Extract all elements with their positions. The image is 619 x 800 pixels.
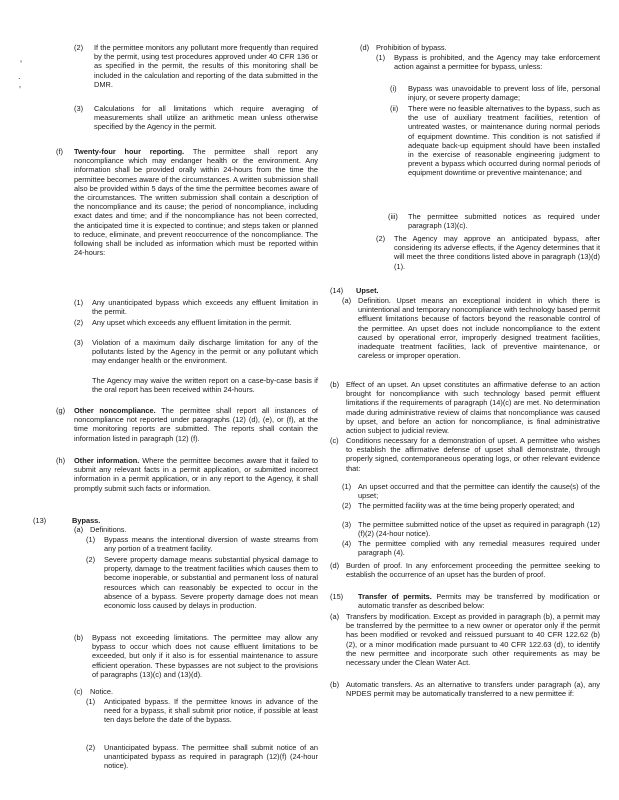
item-number: (3) (74, 104, 84, 113)
section-title: Upset. (356, 286, 379, 295)
unanticipated-bypass-paragraph: Unanticipated bypass. The permittee shall submit notice of an unanticipated bypass as required in paragraph (12)(f) (24-hour notice). (104, 743, 318, 771)
transfer-of-permits-intro (358, 592, 600, 610)
section-title: Bypass. (72, 516, 101, 525)
item-number: (2) (74, 43, 84, 52)
section-text: The permittee shall report all instances of noncompliance not reported under paragraphs (12) (d), (e), or (f), at the time monitoring reports are submitted. The reports shall contain the information listed in paragraph (12) (f). (74, 406, 318, 443)
item-letter: (d) (330, 561, 340, 570)
item-letter: (g) (56, 406, 66, 415)
item-letter: (b) (330, 380, 340, 389)
list-item: An upset occurred and that the permittee can identify the cause(s) of the upset; (358, 482, 600, 501)
subsection-title: Prohibition of bypass. (376, 43, 447, 52)
section-title: Other noncompliance. (74, 406, 156, 415)
item-number: (1) (376, 53, 386, 62)
twenty-four-hour-reporting-paragraph (74, 147, 318, 257)
condition-unavoidable: Bypass was unavoidable to prevent loss of life, personal injury, or severe property damage; (408, 84, 600, 103)
section-number: (15) (330, 592, 344, 601)
averaging-paragraph: Calculations for all limitations which require averaging of measurements shall utilize an arithmetic mean unless otherwise specified by the Agency in the permit. (94, 104, 318, 132)
item-number: (2) (86, 555, 96, 564)
transfers-by-modification: Transfers by modification. Except as provided in paragraph (b), a permit may be transferred by the permittee to a new owner or operator only if the permit has been modified or revoked and reissued pursuant to 40 CFR 122.62 (b) (2), or a minor modification made pursuant to 40 CFR 122.63 (d), to identify the new permittee and incorporate such other requirements as may be necessary under the Clean Water Act. (346, 612, 600, 668)
item-letter: (b) (330, 680, 340, 689)
item-number: (4) (342, 539, 352, 548)
other-information-paragraph (74, 456, 318, 493)
item-letter: (d) (360, 43, 370, 52)
item-number: (1) (86, 535, 96, 544)
section-title: Transfer of permits. (358, 592, 432, 601)
item-letter: (c) (330, 436, 339, 445)
section-number: (13) (33, 516, 47, 525)
item-letter: (f) (56, 147, 63, 156)
item-number: (1) (342, 482, 352, 491)
item-number: (2) (376, 234, 386, 243)
bypass-not-exceeding-paragraph: Bypass not exceeding limitations. The permittee may allow any bypass to occur which does not cause effluent limitations to be exceeded, but only if it also is for essential maintenance to assure efficient operation. These bypasses are not subject to the provisions of paragraphs (13)(c) and (13)(d). (92, 633, 318, 679)
severe-property-damage-definition: Severe property damage means substantial physical damage to property, damage to the treatment facilities which causes them to become inoperable, or substantial and permanent loss of natural resources which can reasonably be expected to occur in the absence of a bypass. Severe property damage does not mean economic loss caused by delays in production. (104, 555, 318, 611)
item-number: (3) (74, 338, 84, 347)
item-number: (ii) (390, 104, 399, 113)
bypass-definition: Bypass means the intentional diversion of waste streams from any portion of a treatment facility. (104, 535, 318, 554)
effect-of-upset: Effect of an upset. An upset constitutes an affirmative defense to an action brought for noncompliance with such technology based permit effluent limitations if the requirements of paragraph (14)(c) are met. No determination made during administrative review of claims that noncompliance was caused by upset, and before an action for noncompliance, is final administrative action subject to judicial review. (346, 380, 600, 436)
condition-notices: The permittee submitted notices as required under paragraph (13)(c). (408, 212, 600, 231)
anticipated-bypass-paragraph: Anticipated bypass. If the permittee knows in advance of the need for a bypass, it shall submit prior notice, if possible at least ten days before the date of the bypass. (104, 697, 318, 725)
item-number: (3) (342, 520, 352, 529)
margin-mark: . (18, 71, 21, 81)
section-title: Other information. (74, 456, 140, 465)
automatic-transfers: Automatic transfers. As an alternative to transfers under paragraph (a), any NPDES permit may be automatically transferred to a new permittee if: (346, 680, 600, 699)
margin-marks (18, 60, 26, 100)
agency-approval-paragraph: The Agency may approve an anticipated bypass, after considering its adverse effects, if the Agency determines that it will meet the three conditions listed above in paragraph (13)(d)(1). (394, 234, 600, 271)
item-letter: (h) (56, 456, 66, 465)
list-item: The permittee submitted notice of the upset as required in paragraph (12)(f)(2) (24-hour notice). (358, 520, 600, 539)
item-number: (2) (86, 743, 96, 752)
list-item: The permitted facility was at the time being properly operated; and (358, 501, 575, 510)
margin-mark: ’ (20, 59, 22, 69)
bypass-prohibited-paragraph: Bypass is prohibited, and the Agency may take enforcement action against a permittee for bypass, unless: (394, 53, 600, 72)
burden-of-proof: Burden of proof. In any enforcement proceeding the permittee seeking to establish the occurrence of an upset has the burden of proof. (346, 561, 600, 580)
item-letter: (a) (342, 296, 352, 305)
item-number: (1) (86, 697, 96, 706)
item-letter: (a) (330, 612, 340, 621)
list-item: The permittee complied with any remedial measures required under paragraph (4). (358, 539, 600, 558)
monitoring-frequency-paragraph: If the permittee monitors any pollutant more frequently than required by the permit, using test procedures approved under 40 CFR 136 or as specified in the permit, the results of this monitoring shall be included in the calculation and reporting of the data submitted in the DMR. (94, 43, 318, 89)
conditions-for-upset: Conditions necessary for a demonstration of upset. A permittee who wishes to establish the affirmative defense of upset shall demonstrate, through properly signed, contemporaneous operating logs, or other relevant evidence that: (346, 436, 600, 473)
subsection-title: Definitions. (90, 525, 127, 534)
section-title: Twenty-four hour reporting. (74, 147, 185, 156)
upset-definition: Definition. Upset means an exceptional incident in which there is unintentional and temporary noncompliance with technology based permit effluent limitations because of factors beyond the reasonable control of the permittee. An upset does not include noncompliance to the extent caused by operational error, improperly designed treatment facilities, inadequate treatment facilities, lack of preventive maintenance, or careless or improper operation. (358, 296, 600, 361)
item-number: (iii) (388, 212, 398, 221)
item-number: (1) (74, 298, 84, 307)
waiver-paragraph: The Agency may waive the written report on a case-by-case basis if the oral report has been received within 24-hours. (92, 376, 318, 395)
list-item: Any upset which exceeds any effluent limitation in the permit. (92, 318, 292, 327)
item-number: (i) (390, 84, 397, 93)
item-letter: (a) (74, 525, 84, 534)
section-number: (14) (330, 286, 344, 295)
item-number: (2) (74, 318, 84, 327)
item-number: (2) (342, 501, 352, 510)
list-item: Any unanticipated bypass which exceeds any effluent limitation in the permit. (92, 298, 318, 317)
subsection-title: Notice. (90, 687, 114, 696)
section-text: The permittee shall report any noncompliance which may endanger health or the environment. Any information shall be provided orally within 24-hours from the time the permittee becomes aware of the circumstances. A written submission shall also be provided within 5 days of the time the permittee becomes aware of the circumstances. The written submission shall contain a description of the noncompliance and its cause; the period of noncompliance, including exact dates and time; and if the noncompliance has not been corrected, the anticipated time it is expected to continue; and steps taken or planned to reduce, eliminate, and prevent reoccurrence of the noncompliance. The following shall be included as information which must be reported within 24-hours: (74, 147, 318, 258)
list-item: Violation of a maximum daily discharge limitation for any of the pollutants listed by the Agency in the permit or any pollutant which may endanger health or the environment. (92, 338, 318, 366)
item-letter: (c) (74, 687, 83, 696)
section-text: Where the permittee becomes aware that it failed to submit any relevant facts in a permit application, or submitted incorrect information in a permit application, or in any report to the Agency, it shall promptly submit such facts or information. (74, 456, 319, 493)
section-text: Permits may be transferred by modification or automatic transfer as described below: (358, 592, 600, 611)
other-noncompliance-paragraph (74, 406, 318, 443)
margin-mark: ʼ (19, 85, 21, 95)
item-letter: (b) (74, 633, 84, 642)
condition-no-alternatives: There were no feasible alternatives to the bypass, such as the use of auxiliary treatment facilities, retention of untreated wastes, or maintenance during normal periods of equipment downtime. This condition is not satisfied if adequate back-up equipment should have been installed in the exercise of reasonable engineering judgment to prevent a bypass which occurred during normal periods of equipment downtime or preventive maintenance; and (408, 104, 600, 178)
